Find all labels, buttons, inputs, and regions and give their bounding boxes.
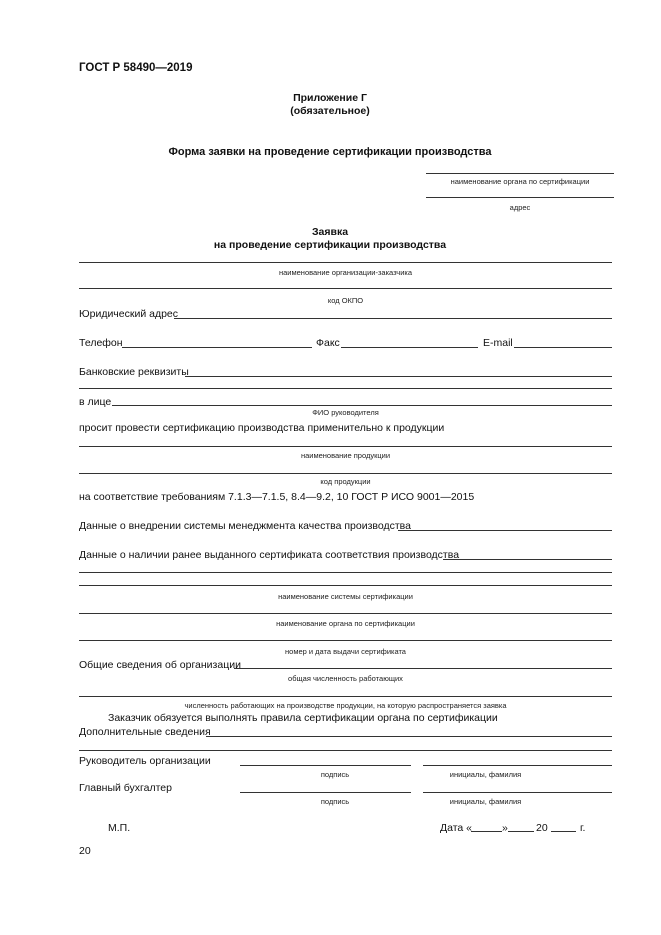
email-label: E-mail [483,337,513,349]
fax-line[interactable] [341,347,478,348]
bank-line-2[interactable] [79,388,612,389]
general-info-label: Общие сведения об организации [79,659,241,671]
year-suffix: г. [580,822,586,834]
year-prefix: 20 [536,822,548,834]
body-caption: наименование органа по сертификации [276,619,415,628]
product-caption: наименование продукции [300,451,391,460]
phone-label: Телефон [79,337,123,349]
appendix-note: (обязательное) [290,105,370,117]
accountant-name-caption: инициалы, фамилия [449,797,522,806]
date-year-line[interactable] [551,831,576,832]
page-number: 20 [79,845,91,857]
system-line[interactable] [79,585,612,586]
recipient-address-line[interactable] [426,197,614,198]
request-text: просит провести сертификацию производства применительно к продукции [79,422,445,434]
cert-number-caption: номер и дата выдачи сертификата [285,647,406,656]
stamp-label: М.П. [108,822,131,834]
product-code-line[interactable] [79,473,612,474]
accountant-signature-caption: подпись [320,797,350,806]
standard-code: ГОСТ Р 58490—2019 [79,62,193,74]
bank-label: Банковские реквизиты [79,366,189,378]
additional-label: Дополнительные сведения [79,726,211,738]
head-signature-caption: подпись [320,770,350,779]
head-caption: ФИО руководителя [312,408,379,417]
prev-cert-line[interactable] [443,559,612,560]
qms-line[interactable] [398,530,612,531]
staff-prod-line[interactable] [79,696,612,697]
date-close-quote: » [502,822,508,834]
additional-line-2[interactable] [79,750,612,751]
email-line[interactable] [514,347,612,348]
compliance-text: на соответствие требованиям 7.1.3—7.1.5, 8.4—9.2, 10 ГОСТ Р ИСО 9001—2015 [79,491,475,503]
legal-address-label: Юридический адрес [79,308,179,320]
system-caption: наименование системы сертификации [278,592,413,601]
qms-label: Данные о внедрении системы менеджмента качества производства [79,520,411,532]
date-month-line[interactable] [508,831,534,832]
fax-label: Факс [316,337,340,349]
additional-line-1[interactable] [206,736,612,737]
recipient-address-caption: адрес [509,203,531,212]
obligation-text: Заказчик обязуется выполнять правила сертификации органа по сертификации [108,712,498,724]
date-day-line[interactable] [471,831,502,832]
date-label: Дата « [440,822,473,834]
head-name-line[interactable] [423,765,612,766]
prev-cert-line-2[interactable] [79,572,612,573]
appendix-title: Приложение Г [293,92,367,104]
accountant-label: Главный бухгалтер [79,782,172,794]
recipient-org-line[interactable] [426,173,614,174]
person-label: в лице [79,396,112,408]
form-title: Форма заявки на проведение сертификации производства [168,146,492,158]
okpo-line[interactable] [79,288,612,289]
accountant-name-line[interactable] [423,792,612,793]
customer-caption: наименование организации-заказчика [278,268,413,277]
legal-address-line[interactable] [174,318,612,319]
head-signature-line[interactable] [240,765,411,766]
customer-line[interactable] [79,262,612,263]
head-label: Руководитель организации [79,755,211,767]
person-line[interactable] [112,405,612,406]
staff-prod-caption: численность работающих на производстве продукции, на которую распространяется заявка [184,701,507,710]
okpo-caption: код ОКПО [327,296,364,305]
bank-line-1[interactable] [185,376,612,377]
general-info-line[interactable] [234,668,612,669]
product-line[interactable] [79,446,612,447]
head-name-caption: инициалы, фамилия [449,770,522,779]
application-title: Заявка [311,226,349,238]
body-line[interactable] [79,613,612,614]
recipient-org-caption: наименование органа по сертификации [450,177,590,186]
application-subtitle: на проведение сертификации производства [213,239,447,251]
prev-cert-label: Данные о наличии ранее выданного сертификата соответствия производства [79,549,460,561]
product-code-caption: код продукции [320,477,371,486]
staff-caption: общая численность работающих [288,674,403,683]
phone-line[interactable] [122,347,312,348]
cert-number-line[interactable] [79,640,612,641]
accountant-signature-line[interactable] [240,792,411,793]
